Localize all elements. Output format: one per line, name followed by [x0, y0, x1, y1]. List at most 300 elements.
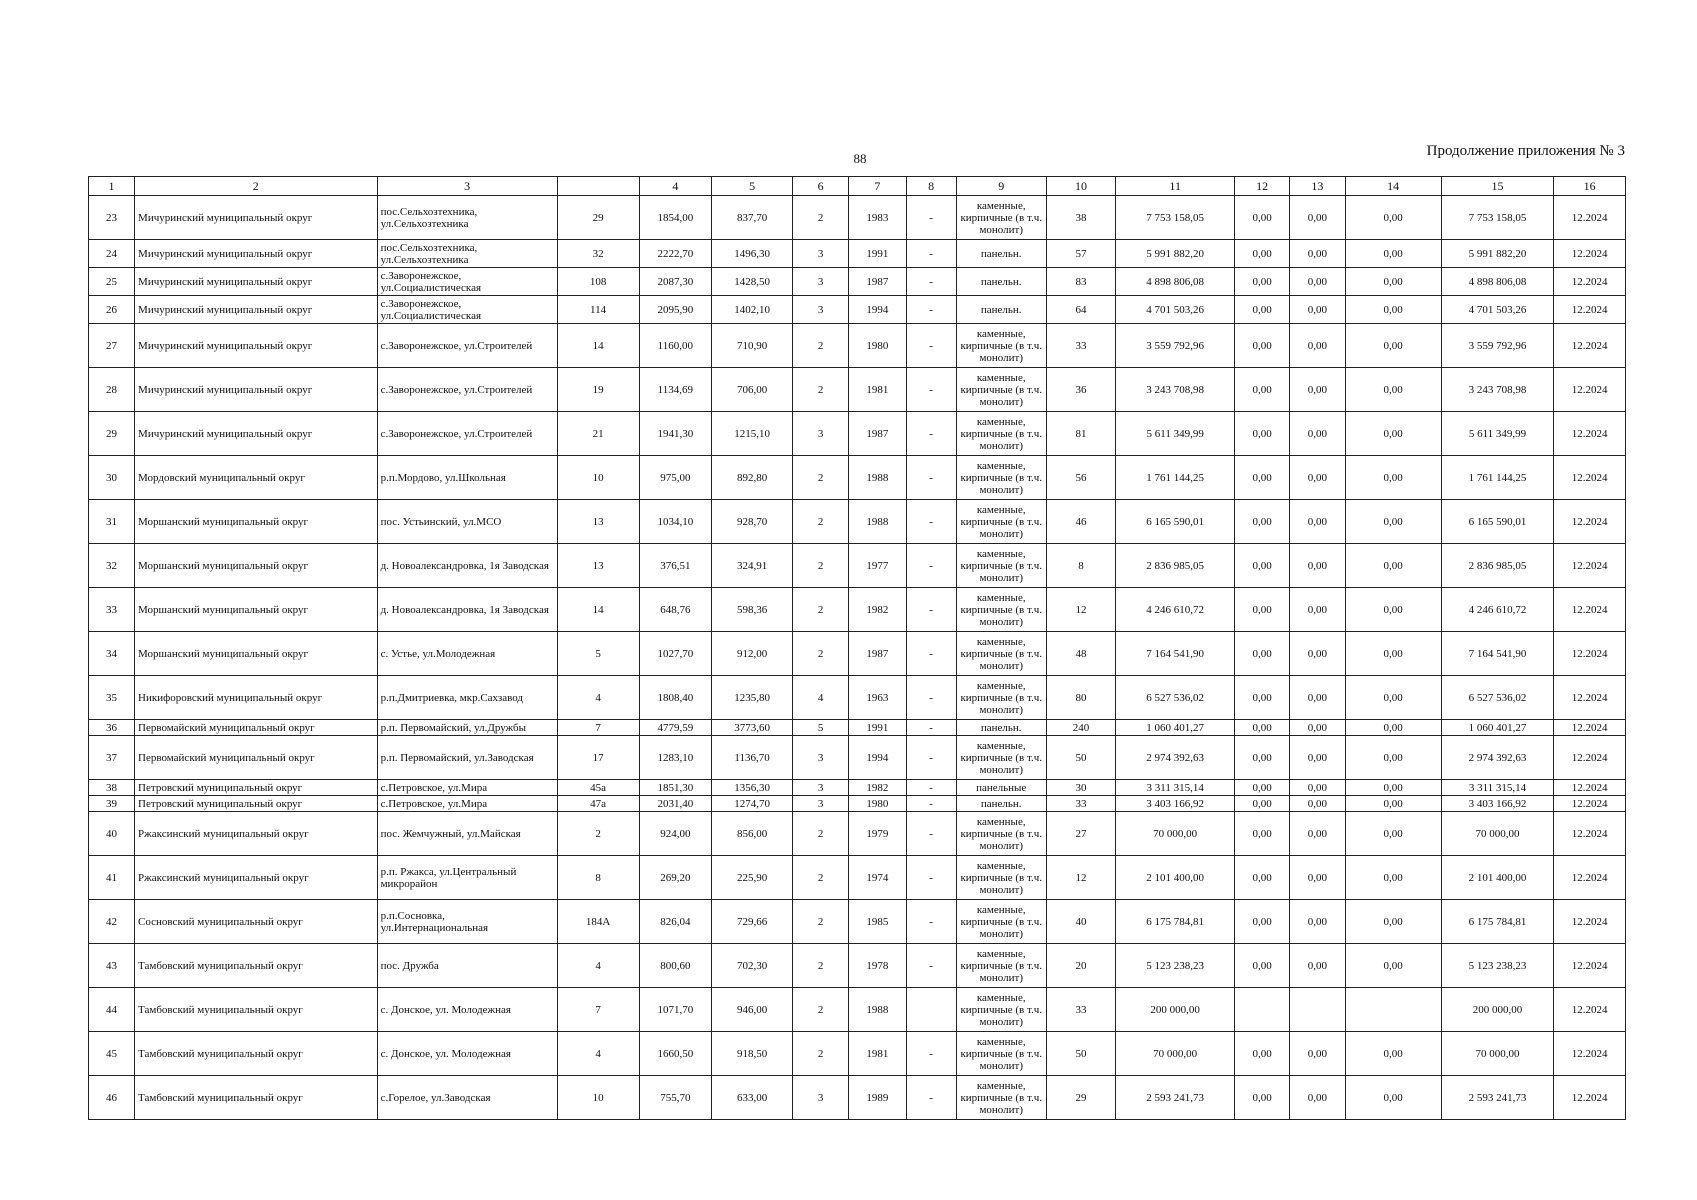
table-cell: 928,70 — [712, 500, 793, 544]
table-cell: 0,00 — [1235, 720, 1290, 736]
table-cell: 45а — [557, 780, 639, 796]
table-cell: 34 — [89, 632, 135, 676]
table-cell: пос.Сельхозтехника, ул.Сельхозтехника — [377, 196, 557, 240]
table-cell: 33 — [89, 588, 135, 632]
table-cell: 6 527 536,02 — [1116, 676, 1235, 720]
table-cell: 3 — [792, 268, 848, 296]
table-row — [89, 736, 1626, 780]
table-cell: 12.2024 — [1554, 196, 1626, 240]
table-cell: 2 — [792, 856, 848, 900]
table-cell: - — [906, 856, 956, 900]
table-cell: 7 753 158,05 — [1116, 196, 1235, 240]
column-number-cell: 3 — [377, 177, 557, 196]
table-cell: с. Донское, ул. Молодежная — [377, 1032, 557, 1076]
table-cell: - — [906, 412, 956, 456]
table-cell: 0,00 — [1235, 500, 1290, 544]
table-row — [89, 196, 1626, 240]
table-cell: 1 761 144,25 — [1441, 456, 1554, 500]
table-cell: каменные, кирпичные (в т.ч. монолит) — [956, 676, 1046, 720]
table-cell: пос. Устьинский, ул.МСО — [377, 500, 557, 544]
table-cell: 0,00 — [1345, 720, 1441, 736]
table-cell: Моршанский муниципальный округ — [135, 632, 378, 676]
table-cell: 1974 — [849, 856, 906, 900]
table-cell: - — [906, 796, 956, 812]
table-cell: 3 559 792,96 — [1441, 324, 1554, 368]
table-cell: панельн. — [956, 240, 1046, 268]
table-cell: - — [906, 324, 956, 368]
table-cell: 1136,70 — [712, 736, 793, 780]
table-cell: 1983 — [849, 196, 906, 240]
column-number-cell: 14 — [1345, 177, 1441, 196]
table-row — [89, 456, 1626, 500]
table-cell: р.п. Первомайский, ул.Дружбы — [377, 720, 557, 736]
table-cell: 2 593 241,73 — [1441, 1076, 1554, 1120]
table-cell: 48 — [1046, 632, 1116, 676]
table-cell: Мичуринский муниципальный округ — [135, 196, 378, 240]
table-cell: 31 — [89, 500, 135, 544]
table-cell: 0,00 — [1235, 900, 1290, 944]
table-cell: 50 — [1046, 736, 1116, 780]
table-cell: 80 — [1046, 676, 1116, 720]
table-cell: Моршанский муниципальный округ — [135, 588, 378, 632]
table-row — [89, 796, 1626, 812]
table-cell: 2 836 985,05 — [1441, 544, 1554, 588]
table-cell: Мичуринский муниципальный округ — [135, 412, 378, 456]
table-cell: 2 101 400,00 — [1116, 856, 1235, 900]
table-cell: 184А — [557, 900, 639, 944]
column-number-cell — [557, 177, 639, 196]
table-cell: 1402,10 — [712, 296, 793, 324]
table-cell: 1988 — [849, 988, 906, 1032]
table-row — [89, 812, 1626, 856]
table-cell: 3 243 708,98 — [1116, 368, 1235, 412]
table-cell: 2087,30 — [639, 268, 712, 296]
table-cell: 0,00 — [1345, 544, 1441, 588]
table-cell: - — [906, 196, 956, 240]
table-cell: 0,00 — [1290, 736, 1345, 780]
table-cell: 1963 — [849, 676, 906, 720]
table-cell: 1027,70 — [639, 632, 712, 676]
table-cell: 0,00 — [1290, 796, 1345, 812]
table-cell: Петровский муниципальный округ — [135, 780, 378, 796]
table-cell: 0,00 — [1290, 780, 1345, 796]
table-cell: 1978 — [849, 944, 906, 988]
table-cell: 12.2024 — [1554, 900, 1626, 944]
table-cell: 3 — [792, 780, 848, 796]
table-row — [89, 780, 1626, 796]
table-cell: 200 000,00 — [1116, 988, 1235, 1032]
table-cell: 4 — [557, 944, 639, 988]
table-cell: 648,76 — [639, 588, 712, 632]
table-body — [89, 177, 1626, 1120]
table-cell: 0,00 — [1345, 1032, 1441, 1076]
table-cell: 10 — [557, 456, 639, 500]
table-cell: 0,00 — [1290, 268, 1345, 296]
table-cell: 0,00 — [1345, 268, 1441, 296]
table-cell: 1428,50 — [712, 268, 793, 296]
table-cell: 755,70 — [639, 1076, 712, 1120]
table-cell: - — [906, 500, 956, 544]
header-row — [89, 177, 1626, 196]
table-cell: 2 — [792, 368, 848, 412]
table-cell: 3773,60 — [712, 720, 793, 736]
table-cell: 5 — [792, 720, 848, 736]
column-number-cell: 16 — [1554, 177, 1626, 196]
table-cell: 47а — [557, 796, 639, 812]
table-cell: 27 — [1046, 812, 1116, 856]
table-cell: 0,00 — [1345, 676, 1441, 720]
table-cell: 4 246 610,72 — [1441, 588, 1554, 632]
table-cell: пос. Жемчужный, ул.Майская — [377, 812, 557, 856]
table-cell: 44 — [89, 988, 135, 1032]
table-cell: Мичуринский муниципальный округ — [135, 296, 378, 324]
table-cell: 27 — [89, 324, 135, 368]
table-cell: 12.2024 — [1554, 296, 1626, 324]
table-cell: 17 — [557, 736, 639, 780]
table-cell: - — [906, 456, 956, 500]
table-cell: 21 — [557, 412, 639, 456]
table-row — [89, 676, 1626, 720]
table-cell: каменные, кирпичные (в т.ч. монолит) — [956, 368, 1046, 412]
column-number-cell: 5 — [712, 177, 793, 196]
table-cell: Тамбовский муниципальный округ — [135, 1076, 378, 1120]
table-cell: 0,00 — [1345, 500, 1441, 544]
table-row — [89, 856, 1626, 900]
table-cell: 0,00 — [1235, 544, 1290, 588]
column-number-cell: 4 — [639, 177, 712, 196]
table-cell: 4 701 503,26 — [1441, 296, 1554, 324]
table-cell: 57 — [1046, 240, 1116, 268]
table-cell: 1660,50 — [639, 1032, 712, 1076]
table-cell: 12.2024 — [1554, 856, 1626, 900]
table-cell: 856,00 — [712, 812, 793, 856]
table-cell: 2 — [792, 812, 848, 856]
table-cell: 0,00 — [1345, 900, 1441, 944]
table-cell: 1994 — [849, 296, 906, 324]
table-cell: Сосновский муниципальный округ — [135, 900, 378, 944]
table-cell: 946,00 — [712, 988, 793, 1032]
table-cell: Мордовский муниципальный округ — [135, 456, 378, 500]
table-cell: 32 — [89, 544, 135, 588]
table-cell: 1988 — [849, 456, 906, 500]
table-cell: с.Заворонежское, ул.Строителей — [377, 324, 557, 368]
table-cell: 0,00 — [1345, 368, 1441, 412]
table-cell: 12.2024 — [1554, 1032, 1626, 1076]
table-cell: 7 — [557, 988, 639, 1032]
table-cell: 29 — [1046, 1076, 1116, 1120]
table-cell: 12.2024 — [1554, 544, 1626, 588]
table-cell: 12.2024 — [1554, 500, 1626, 544]
table-cell: 8 — [1046, 544, 1116, 588]
table-cell: 1274,70 — [712, 796, 793, 812]
table-cell: 1977 — [849, 544, 906, 588]
table-cell: 0,00 — [1290, 900, 1345, 944]
table-cell: 0,00 — [1290, 1032, 1345, 1076]
table-cell: каменные, кирпичные (в т.ч. монолит) — [956, 324, 1046, 368]
table-cell: 0,00 — [1345, 588, 1441, 632]
table-cell: 0,00 — [1235, 412, 1290, 456]
column-number-cell: 15 — [1441, 177, 1554, 196]
table-cell: 1982 — [849, 780, 906, 796]
column-number-cell: 1 — [89, 177, 135, 196]
table-row — [89, 268, 1626, 296]
table-cell: 2 — [792, 632, 848, 676]
table-cell: с.Заворонежское, ул.Строителей — [377, 412, 557, 456]
table-cell: 3 559 792,96 — [1116, 324, 1235, 368]
table-cell: 0,00 — [1235, 780, 1290, 796]
table-cell: 12.2024 — [1554, 588, 1626, 632]
table-cell: панельн. — [956, 296, 1046, 324]
table-cell: - — [906, 676, 956, 720]
table-cell: 5 — [557, 632, 639, 676]
table-cell: 12.2024 — [1554, 268, 1626, 296]
table-cell: 40 — [1046, 900, 1116, 944]
table-cell: с. Устье, ул.Молодежная — [377, 632, 557, 676]
table-cell: каменные, кирпичные (в т.ч. монолит) — [956, 544, 1046, 588]
table-cell: с.Заворонежское, ул.Социалистическая — [377, 268, 557, 296]
table-cell: 5 991 882,20 — [1116, 240, 1235, 268]
table-cell: 1981 — [849, 1032, 906, 1076]
table-cell: 6 165 590,01 — [1116, 500, 1235, 544]
table-cell: 826,04 — [639, 900, 712, 944]
table-cell: 0,00 — [1345, 412, 1441, 456]
table-cell: д. Новоалександровка, 1я Заводская — [377, 544, 557, 588]
table-cell: 43 — [89, 944, 135, 988]
column-number-cell: 11 — [1116, 177, 1235, 196]
table-cell: 1985 — [849, 900, 906, 944]
table-cell: 702,30 — [712, 944, 793, 988]
table-row — [89, 944, 1626, 988]
table-cell: 6 527 536,02 — [1441, 676, 1554, 720]
table-cell: 39 — [89, 796, 135, 812]
table-cell: Тамбовский муниципальный округ — [135, 988, 378, 1032]
table-cell: 0,00 — [1235, 368, 1290, 412]
table-row — [89, 240, 1626, 268]
table-cell: 924,00 — [639, 812, 712, 856]
table-cell: - — [906, 368, 956, 412]
table-cell: 0,00 — [1235, 1076, 1290, 1120]
table-cell: 2 593 241,73 — [1116, 1076, 1235, 1120]
table-cell: 28 — [89, 368, 135, 412]
table-row — [89, 368, 1626, 412]
table-cell: 4 246 610,72 — [1116, 588, 1235, 632]
table-cell: 3 — [792, 1076, 848, 1120]
column-number-cell: 7 — [849, 177, 906, 196]
table-cell: 14 — [557, 588, 639, 632]
table-cell: 12.2024 — [1554, 240, 1626, 268]
table-cell: с.Горелое, ул.Заводская — [377, 1076, 557, 1120]
table-cell: 633,00 — [712, 1076, 793, 1120]
table-cell: 26 — [89, 296, 135, 324]
table-cell: 0,00 — [1345, 456, 1441, 500]
table-cell: каменные, кирпичные (в т.ч. монолит) — [956, 588, 1046, 632]
table-cell: 14 — [557, 324, 639, 368]
table-cell: 710,90 — [712, 324, 793, 368]
table-cell: 3 311 315,14 — [1441, 780, 1554, 796]
table-cell: 13 — [557, 544, 639, 588]
table-cell: 12.2024 — [1554, 780, 1626, 796]
table-cell: 0,00 — [1290, 456, 1345, 500]
table-cell: 0,00 — [1290, 196, 1345, 240]
table-cell: панельн. — [956, 796, 1046, 812]
appendix-caption: Продолжение приложения № 3 — [1426, 143, 1625, 159]
table-cell: 46 — [89, 1076, 135, 1120]
table-cell: 0,00 — [1290, 1076, 1345, 1120]
table-cell: пос. Дружба — [377, 944, 557, 988]
table-cell: 1235,80 — [712, 676, 793, 720]
table-cell: 2 — [792, 1032, 848, 1076]
table-cell: 3 — [792, 240, 848, 268]
table-cell: - — [906, 296, 956, 324]
table-cell: 2 — [792, 500, 848, 544]
table-cell: 1994 — [849, 736, 906, 780]
column-number-cell: 6 — [792, 177, 848, 196]
table-cell: с. Донское, ул. Молодежная — [377, 988, 557, 1032]
table-cell: 1851,30 — [639, 780, 712, 796]
table-cell: - — [906, 812, 956, 856]
table-cell: - — [906, 900, 956, 944]
table-cell: 2 974 392,63 — [1441, 736, 1554, 780]
table-cell — [1345, 988, 1441, 1032]
table-cell: 19 — [557, 368, 639, 412]
table-cell: 4 — [557, 1032, 639, 1076]
table-cell: 7 — [557, 720, 639, 736]
table-cell: 5 611 349,99 — [1441, 412, 1554, 456]
table-cell: с.Заворонежское, ул.Строителей — [377, 368, 557, 412]
table-cell: 12.2024 — [1554, 720, 1626, 736]
table-cell: 40 — [89, 812, 135, 856]
table-cell: 70 000,00 — [1441, 812, 1554, 856]
table-cell: 12.2024 — [1554, 796, 1626, 812]
table-cell: 3 — [792, 296, 848, 324]
table-cell: 0,00 — [1345, 296, 1441, 324]
table-cell: р.п.Дмитриевка, мкр.Сахзавод — [377, 676, 557, 720]
table-cell: 0,00 — [1290, 632, 1345, 676]
table-cell: 6 165 590,01 — [1441, 500, 1554, 544]
table-cell: 5 991 882,20 — [1441, 240, 1554, 268]
table-cell: 598,36 — [712, 588, 793, 632]
table-cell: 2 — [792, 900, 848, 944]
table-cell: каменные, кирпичные (в т.ч. монолит) — [956, 1076, 1046, 1120]
table-cell: 0,00 — [1290, 412, 1345, 456]
table-cell: 1 761 144,25 — [1116, 456, 1235, 500]
table-cell: 10 — [557, 1076, 639, 1120]
table-cell: 13 — [557, 500, 639, 544]
table-cell: 0,00 — [1345, 324, 1441, 368]
table-cell: 0,00 — [1290, 944, 1345, 988]
table-cell: - — [906, 588, 956, 632]
table-cell: 29 — [89, 412, 135, 456]
table-cell: 2 — [792, 988, 848, 1032]
table-cell: 38 — [1046, 196, 1116, 240]
table-cell: 0,00 — [1290, 812, 1345, 856]
table-cell: 70 000,00 — [1441, 1032, 1554, 1076]
table-cell: 1 060 401,27 — [1441, 720, 1554, 736]
column-number-cell: 9 — [956, 177, 1046, 196]
table-cell: каменные, кирпичные (в т.ч. монолит) — [956, 988, 1046, 1032]
table-row — [89, 412, 1626, 456]
table-cell: 1987 — [849, 632, 906, 676]
table-cell: Первомайский муниципальный округ — [135, 736, 378, 780]
table-cell: каменные, кирпичные (в т.ч. монолит) — [956, 456, 1046, 500]
table-cell: 0,00 — [1235, 240, 1290, 268]
table-cell: каменные, кирпичные (в т.ч. монолит) — [956, 812, 1046, 856]
table-cell: 36 — [1046, 368, 1116, 412]
table-cell: 1160,00 — [639, 324, 712, 368]
table-cell: 0,00 — [1290, 720, 1345, 736]
table-cell: 4 — [557, 676, 639, 720]
table-cell: 3 243 708,98 — [1441, 368, 1554, 412]
table-cell: 12.2024 — [1554, 456, 1626, 500]
table-cell: 200 000,00 — [1441, 988, 1554, 1032]
table-cell: Моршанский муниципальный округ — [135, 544, 378, 588]
table-cell: 70 000,00 — [1116, 1032, 1235, 1076]
housing-repair-table — [88, 176, 1626, 1120]
table-cell: 4 701 503,26 — [1116, 296, 1235, 324]
table-cell: 37 — [89, 736, 135, 780]
table-cell: 7 164 541,90 — [1116, 632, 1235, 676]
column-number-cell: 13 — [1290, 177, 1345, 196]
table-cell: 83 — [1046, 268, 1116, 296]
table-cell: 0,00 — [1235, 1032, 1290, 1076]
table-cell: 2 — [792, 456, 848, 500]
table-row — [89, 588, 1626, 632]
table-cell: 0,00 — [1345, 780, 1441, 796]
table-cell: Никифоровский муниципальный округ — [135, 676, 378, 720]
table-cell: 25 — [89, 268, 135, 296]
table-cell: Моршанский муниципальный округ — [135, 500, 378, 544]
table-cell: каменные, кирпичные (в т.ч. монолит) — [956, 944, 1046, 988]
table-cell: 0,00 — [1235, 632, 1290, 676]
table-cell: Тамбовский муниципальный округ — [135, 1032, 378, 1076]
table-cell: 32 — [557, 240, 639, 268]
table-cell: 0,00 — [1235, 812, 1290, 856]
table-cell: Первомайский муниципальный округ — [135, 720, 378, 736]
table-cell: 12.2024 — [1554, 736, 1626, 780]
table-cell: 4 898 806,08 — [1116, 268, 1235, 296]
table-cell: р.п.Мордово, ул.Школьная — [377, 456, 557, 500]
table-cell: 1808,40 — [639, 676, 712, 720]
table-cell: Мичуринский муниципальный округ — [135, 240, 378, 268]
table-cell: 7 164 541,90 — [1441, 632, 1554, 676]
table-row — [89, 500, 1626, 544]
table-cell: 0,00 — [1345, 796, 1441, 812]
table-cell: 12.2024 — [1554, 676, 1626, 720]
table-cell: 36 — [89, 720, 135, 736]
table-cell: 0,00 — [1235, 796, 1290, 812]
table-cell: - — [906, 1032, 956, 1076]
table-cell: 3 403 166,92 — [1441, 796, 1554, 812]
table-cell: 0,00 — [1345, 240, 1441, 268]
table-cell: 1356,30 — [712, 780, 793, 796]
table-cell: 12 — [1046, 856, 1116, 900]
table-cell: 0,00 — [1290, 676, 1345, 720]
table-cell: 2 — [792, 588, 848, 632]
table-cell: 23 — [89, 196, 135, 240]
table-cell: - — [906, 268, 956, 296]
table-cell: 20 — [1046, 944, 1116, 988]
table-cell: 33 — [1046, 324, 1116, 368]
table-cell: 0,00 — [1345, 856, 1441, 900]
table-cell: 225,90 — [712, 856, 793, 900]
table-cell: панельные — [956, 780, 1046, 796]
table-row — [89, 544, 1626, 588]
table-cell: Мичуринский муниципальный округ — [135, 324, 378, 368]
table-cell: 324,91 — [712, 544, 793, 588]
table-cell: 3 403 166,92 — [1116, 796, 1235, 812]
table-cell: каменные, кирпичные (в т.ч. монолит) — [956, 412, 1046, 456]
table-row — [89, 632, 1626, 676]
